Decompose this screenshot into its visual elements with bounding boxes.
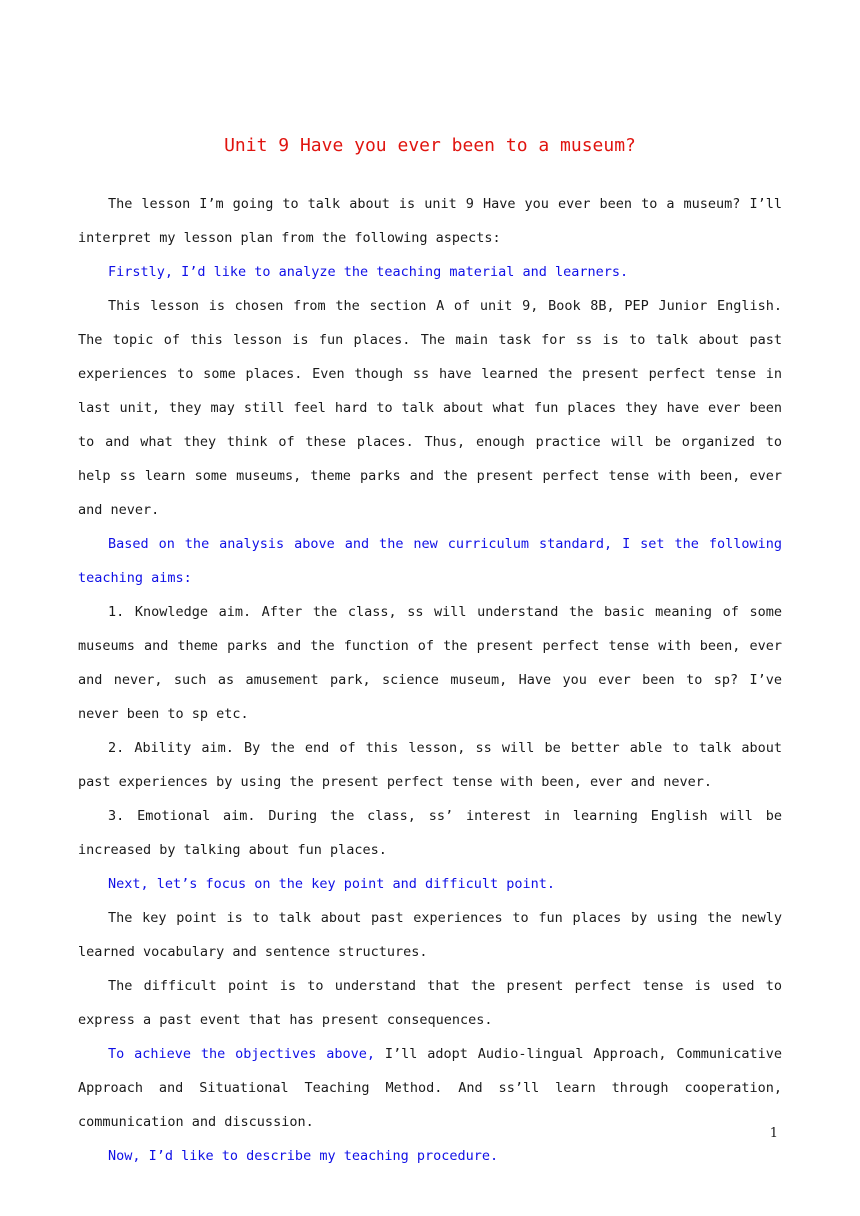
- intro-paragraph: The lesson I’m going to talk about is unit 9 Have you ever been to a museum? I’ll interpret my lesson plan from the following aspects:: [78, 196, 782, 246]
- document-body: [78, 187, 782, 1173]
- analysis-paragraph: This lesson is chosen from the section A of unit 9, Book 8B, PEP Junior English. The topic of this lesson is fun places. The main task for ss is to talk about past experiences to some places. Even though ss have learned the present perfect tense in last unit, they may still feel hard to talk about what fun places they have ever been to and what they think of these places. Thus, enough practice will be organized to help ss learn some museums, theme parks and the present perfect tense with been, ever and never.: [78, 298, 782, 518]
- page-number: 1: [769, 1126, 778, 1141]
- difficult-point-paragraph: The difficult point is to understand that the present perfect tense is used to express a past event that has present consequences.: [78, 978, 782, 1028]
- section-heading-aims: Based on the analysis above and the new curriculum standard, I set the following teaching aims:: [78, 536, 782, 586]
- knowledge-aim-paragraph: 1. Knowledge aim. After the class, ss will understand the basic meaning of some museums and theme parks and the function of the present perfect tense with been, ever and never, such as amusement park, science museum, Have you ever been to sp? I’ve never been to sp etc.: [78, 604, 782, 722]
- section-heading-procedure: Now, I’d like to describe my teaching procedure.: [108, 1148, 499, 1164]
- methods-lead-text: To achieve the objectives above,: [108, 1046, 376, 1062]
- key-point-paragraph: The key point is to talk about past experiences to fun places by using the newly learned vocabulary and sentence structures.: [78, 910, 782, 960]
- section-heading-analysis: Firstly, I’d like to analyze the teaching material and learners.: [108, 264, 629, 280]
- ability-aim-paragraph: 2. Ability aim. By the end of this lesson, ss will be better able to talk about past experiences by using the present perfect tense with been, ever and never.: [78, 740, 782, 790]
- methods-paragraph: [78, 1037, 782, 1139]
- methods-body-text: I’ll adopt Audio-lingual Approach, Communicative Approach and Situational Teaching Method. And ss’ll learn through cooperation, communication and discussion.: [78, 1046, 782, 1130]
- emotional-aim-paragraph: 3. Emotional aim. During the class, ss’ interest in learning English will be increased by talking about fun places.: [78, 808, 782, 858]
- document-title: Unit 9 Have you ever been to a museum?: [224, 135, 636, 156]
- section-heading-key-points: Next, let’s focus on the key point and difficult point.: [108, 876, 556, 892]
